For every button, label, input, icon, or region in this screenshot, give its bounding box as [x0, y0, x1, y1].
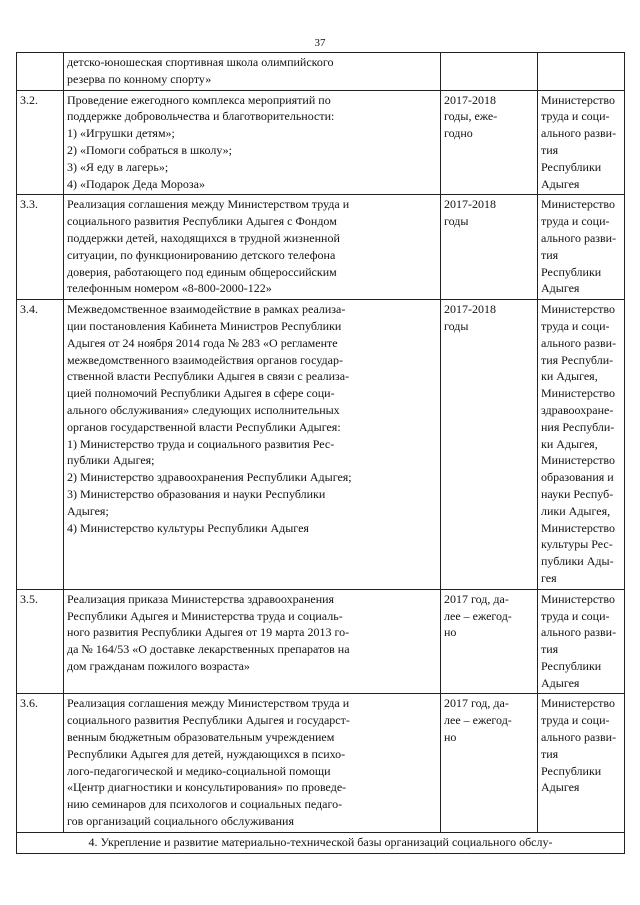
responsible-cell — [538, 694, 625, 832]
activity-line: 4) «Подарок Деда Мороза» — [67, 176, 205, 191]
activity-line: нию семинаров для психологов и социальных педаго- — [67, 797, 343, 812]
row-number: 3.2. — [17, 90, 64, 195]
responsible-line: Министерство — [541, 92, 615, 107]
period-line: годы — [444, 214, 469, 229]
table-row — [17, 195, 625, 300]
activity-line: Республики Адыгея для детей, нуждающихся в психо- — [67, 746, 346, 761]
responsible-cell — [538, 90, 625, 195]
period-line: годы, еже- — [444, 109, 498, 124]
period-line: годно — [444, 126, 473, 141]
responsible-line: Адыгея — [541, 176, 580, 191]
period-cell — [441, 694, 538, 832]
responsible-line: Адыгея — [541, 281, 580, 296]
responsible-line: культуры Рес- — [541, 537, 613, 552]
activity-line: социального развития Республики Адыгея с Фондом — [67, 214, 337, 229]
activity-line: ситуации, по функционированию детского телефона — [67, 247, 336, 262]
activity-line: Адыгея от 24 ноября 2014 года № 283 «О регламенте — [67, 335, 338, 350]
table-row — [17, 694, 625, 832]
period-line: 2017 год, да- — [444, 696, 509, 711]
period-line: 2017-2018 — [444, 302, 496, 317]
activity-line: Межведомственное взаимодействие в рамках реализа- — [67, 302, 346, 317]
activity-line: Реализация соглашения между Министерством труда и — [67, 197, 350, 212]
activity-line: да № 164/53 «О доставке лекарственных препаратов на — [67, 642, 350, 657]
responsible-line: тия Республики — [541, 642, 602, 673]
period-cell — [441, 589, 538, 694]
activity-line: межведомственного взаимодействия органов государ- — [67, 352, 343, 367]
plan-table-body — [17, 53, 625, 854]
activity-line: публики Адыгея; — [67, 453, 155, 468]
row-number: 3.5. — [17, 589, 64, 694]
activity-line: детско-юношеская спортивная школа олимпийского — [67, 55, 334, 69]
row-number: 3.3. — [17, 195, 64, 300]
activity-line: поддержки детей, находящихся в трудной жизненной — [67, 230, 340, 245]
period-line: но — [444, 730, 457, 745]
period-line: лее – ежегод- — [444, 608, 512, 623]
responsible-line: ния Республи- — [541, 419, 615, 434]
responsible-line: ального разви- — [541, 126, 617, 141]
responsible-line: ки Адыгея, — [541, 436, 598, 451]
period-line: 2017-2018 — [444, 197, 496, 212]
responsible-cell — [538, 589, 625, 694]
activity-line: поддержке добровольчества и благотворительности: — [67, 109, 335, 124]
activity-line: лого-педагогической и медико-социальной помощи — [67, 763, 331, 778]
section-heading-row — [17, 832, 625, 853]
activity-line: 4) Министерство культуры Республики Адыгея — [67, 520, 309, 535]
activity-line: венным бюджетным образовательным учреждением — [67, 730, 335, 745]
activity-cell — [64, 300, 441, 590]
plan-table — [16, 52, 625, 854]
activity-line: 1) «Игрушки детям»; — [67, 126, 175, 141]
responsible-cell — [538, 53, 625, 91]
table-row — [17, 300, 625, 590]
table-row — [17, 53, 625, 91]
activity-line: ственной власти Республики Адыгея в связи с реализа- — [67, 369, 350, 384]
responsible-line: Адыгея — [541, 780, 580, 795]
table-row — [17, 90, 625, 195]
activity-line: 3) «Я еду в лагерь»; — [67, 159, 169, 174]
page-number: 37 — [314, 37, 326, 49]
activity-line: 1) Министерство труда и социального развития Рес- — [67, 436, 335, 451]
activity-line: телефонным номером «8-800-2000-122» — [67, 281, 272, 296]
activity-line: цией полномочий Республики Адыгея в сфере соци- — [67, 386, 335, 401]
row-number: 3.4. — [17, 300, 64, 590]
section-heading: 4. Укрепление и развитие материально-технической базы организаций социального обслу- — [17, 832, 625, 853]
responsible-cell — [538, 300, 625, 590]
activity-line: Проведение ежегодного комплекса мероприятий по — [67, 92, 331, 107]
responsible-line: ки Адыгея, — [541, 369, 598, 384]
period-line: годы — [444, 318, 469, 333]
responsible-line: лики Адыгея, — [541, 503, 611, 518]
activity-cell — [64, 694, 441, 832]
activity-cell — [64, 90, 441, 195]
responsible-line: тия Республики — [541, 247, 602, 279]
activity-line: 2) Министерство здравоохранения Республики Адыгея; — [67, 470, 352, 485]
activity-line: Республики Адыгея и Министерства труда и социаль- — [67, 608, 343, 623]
responsible-line: ального разви- — [541, 335, 617, 350]
responsible-line: тия Республики — [541, 746, 602, 778]
responsible-line: науки Респуб- — [541, 486, 614, 501]
responsible-line: Адыгея — [541, 675, 580, 690]
activity-cell — [64, 195, 441, 300]
responsible-line: Министерство — [541, 386, 615, 401]
activity-line: доверия, работающего под единым общероссийским — [67, 264, 337, 279]
period-line: 2017-2018 — [444, 92, 496, 107]
responsible-cell — [538, 195, 625, 300]
period-cell — [441, 195, 538, 300]
activity-line: ального обслуживания» следующих исполнительных — [67, 402, 340, 417]
responsible-line: образования и — [541, 470, 614, 485]
responsible-line: публики Ады- — [541, 554, 614, 569]
responsible-line: ального разви- — [541, 730, 617, 745]
responsible-line: Министерство — [541, 591, 615, 606]
activity-line: гов организаций социального обслуживания — [67, 814, 294, 829]
activity-cell — [64, 53, 441, 91]
activity-line: Реализация соглашения между Министерством труда и — [67, 696, 350, 711]
responsible-line: Министерство — [541, 453, 615, 468]
activity-line: «Центр диагностики и консультирования» по проведе- — [67, 780, 347, 795]
table-row — [17, 589, 625, 694]
responsible-line: Министерство — [541, 520, 615, 535]
period-cell — [441, 300, 538, 590]
responsible-line: ального разви- — [541, 230, 617, 245]
responsible-line: труда и соци- — [541, 318, 610, 333]
period-cell — [441, 53, 538, 91]
activity-line: Реализация приказа Министерства здравоохранения — [67, 591, 335, 606]
activity-line: социального развития Республики Адыгея и государст- — [67, 713, 350, 728]
activity-line: органов государственной власти Республики Адыгея: — [67, 419, 341, 434]
responsible-line: Министерство — [541, 696, 615, 711]
responsible-line: Министерство — [541, 302, 615, 317]
period-line: но — [444, 625, 457, 640]
row-number — [17, 53, 64, 91]
activity-line: 3) Министерство образования и науки Республики — [67, 486, 326, 501]
activity-line: Адыгея; — [67, 503, 109, 518]
period-line: 2017 год, да- — [444, 591, 509, 606]
responsible-line: здравоохране- — [541, 402, 614, 417]
responsible-line: гея — [541, 570, 557, 585]
activity-line: 2) «Помоги собраться в школу»; — [67, 142, 232, 157]
period-line: лее – ежегод- — [444, 713, 512, 728]
activity-cell — [64, 589, 441, 694]
responsible-line: Министерство — [541, 197, 615, 212]
activity-line: ции постановления Кабинета Министров Республики — [67, 318, 342, 333]
row-number: 3.6. — [17, 694, 64, 832]
responsible-line: ального разви- — [541, 625, 617, 640]
responsible-line: труда и соци- — [541, 109, 610, 124]
responsible-line: труда и соци- — [541, 608, 610, 623]
responsible-line: труда и соци- — [541, 713, 610, 728]
responsible-line: труда и соци- — [541, 214, 610, 229]
period-cell — [441, 90, 538, 195]
responsible-line: тия Республи- — [541, 352, 614, 367]
responsible-line: тия Республики — [541, 142, 602, 174]
activity-line: ного развития Республики Адыгея от 19 марта 2013 го- — [67, 625, 350, 640]
activity-line: резерва по конному спорту» — [67, 71, 212, 86]
activity-line: дом гражданам пожилого возраста» — [67, 658, 250, 673]
